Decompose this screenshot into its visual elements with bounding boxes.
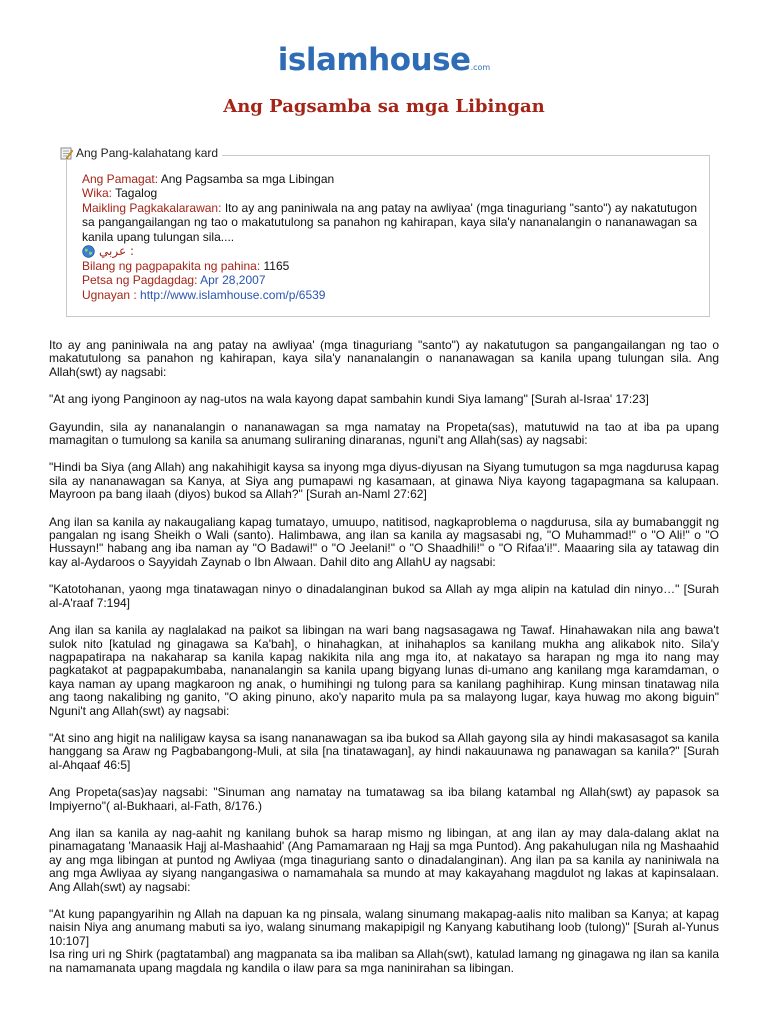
paragraph: Gayundin, sila ay nananalangin o nananawagan sa mga namatay na Propeta(sas), matutuwid na tao at iba pa upang mamagitan o tumulong sa kanila sa anumang suliraning dinaranas, nguni't ang Allah(sas) ay nagsabi: xyxy=(49,419,719,448)
card-language-row xyxy=(82,186,697,200)
card-arabic-link[interactable]: عربي : xyxy=(99,244,134,259)
paragraph: "Katotohanan, yaong mga tinatawagan ninyo o dinadalanginan bukod sa Allah ay mga alipin na katulad din ninyo…" [Surah al-A'raaf 7:194] xyxy=(49,582,719,610)
logo-suffix: .com xyxy=(470,63,491,72)
card-arabic-row[interactable] xyxy=(82,244,697,259)
paragraph: "At sino ang higit na naliligaw kaysa sa isang nananawagan sa iba bukod sa Allah gayong sila ay hindi makasasagot sa kanila hanggang sa Araw ng Pagbabangong-Muli, at sila [na tinatawagan], ay hindi nakauunawa ng panawagan sa kanila?" [Surah al-Ahqaaf 46:5] xyxy=(49,730,719,772)
card-summary-value: Ito ay ang paniniwala na ang patay na awliyaa' (mga tinaguriang "santo") ay nakatutugon sa pangangailangan ng tao o makatutulong sa panahon ng kahirapan, kaya sila'y nananalangin o nananawagan sa kanila upang tulungan sila.... xyxy=(82,200,697,244)
paragraph: "At ang iyong Panginoon ay nag-utos na wala kayong dapat sambahin kundi Siya lamang" [Surah al-Israa' 17:23] xyxy=(49,392,649,407)
paragraph: "At kung papangyarihin ng Allah na dapuan ka ng pinsala, walang sinumang makapag-aalis nito maliban sa Kanya; at kapag naisin Niya ang anumang mabuti sa iyo, walang sinumang makapipigil ng Kanyang kabutihang loob (tulong)" [Surah al-Yunus 10:107] xyxy=(49,907,719,948)
card-views-row xyxy=(82,259,697,273)
card-legend xyxy=(58,146,222,160)
card-views-label: Bilang ng pagpapakita ng pahina: xyxy=(82,259,261,274)
card-link-label: Ugnayan : xyxy=(82,287,137,302)
card-title-row xyxy=(82,172,697,186)
card-views-value: 1165 xyxy=(263,259,290,274)
card-title-label: Ang Pamagat: xyxy=(82,172,159,186)
card-link-row xyxy=(82,288,697,302)
card-legend-label: Ang Pang-kalahatang kard xyxy=(76,146,219,160)
card-date-value: Apr 28,2007 xyxy=(200,273,266,288)
paragraph: "Hindi ba Siya (ang Allah) ang nakahihigit kaysa sa inyong mga diyus-diyusan na Siyang tumutugon sa mga nagdurusa kapag sila ay nananawagan sa Kanya, at Siya ang pumapawi ng kasamaan, at ginawa Niya kayong tagapagmana sa kalupaan. Mayroon pa bang ilaah (diyos) bukod sa Allah?" [Surah an-Naml 27:62] xyxy=(49,460,719,502)
paragraph: Ito ay ang paniniwala na ang patay na awliyaa' (mga tinaguriang "santo") ay nakatutugon sa pangangailangan ng tao o makatutulong sa panahon ng kahirapan, kaya sila'y nananalangin o nananawagan sa kanila upang tulungan sila. Ang Allah(swt) ay nagsabi: xyxy=(49,338,719,379)
article-body xyxy=(49,339,719,989)
card-link-url[interactable]: http://www.islamhouse.com/p/6539 xyxy=(140,287,326,302)
card-date-label: Petsa ng Pagdagdag: xyxy=(82,273,198,288)
card-body xyxy=(82,172,697,302)
card-title-value: Ang Pagsamba sa mga Libingan xyxy=(160,172,335,186)
card-summary-label: Maikling Pagkakalarawan: xyxy=(82,200,222,215)
paragraph: Ang ilan sa kanila ay nakaugaliang kapag tumatayo, umuupo, natitisod, nagkaproblema o nagdurusa, sila ay bumabanggit ng pangalan ng isang Sheikh o Wali (santo). Halimbawa, ang ilan sa kanila ay magsasabi ng, "O Muhammad!" o "O Ali!" o "O Hussayn!" habang ang iba naman ay "O Badawi!" o "O Jeelani!" o "O Shaadhili!" o "O Rifaa'i!". Maaaring sila ay tatawag din kay al-Aydaroos o Sayyidah Zaynab o Ibn Alwaan. Dahil dito ang AllahU ay nagsabi: xyxy=(49,514,719,569)
edit-note-icon xyxy=(60,147,73,160)
paragraph: Ang Propeta(sas)ay nagsabi: "Sinuman ang namatay na tumatawag sa iba bilang katambal ng Allah(swt) ay papasok sa Impiyerno"( al-Bukhaari, al-Fath, 8/176.) xyxy=(49,785,719,813)
paragraph: Ang ilan sa kanila ay naglalakad na paikot sa libingan na wari bang nagsasagawa ng Tawaf. Hinahawakan nila ang bawa't sulok nito [katulad ng ginagawa sa Ka'bah], o hinahagkan, at inihahaplos sa kanilang mukha ang alikabok nito. Sila'y nagpapatirapa na nakaharap sa kanila kapag nakikita nila ang mga ito, at nakatayo sa harapan ng mga ito nang may pagkatakot at pagpapakumbaba, nananalangin sa kanila upang bigyang lunas di-umano ang kanilang mga karamdaman, o kaya naman ay upang magkaroon ng anak, o humihingi ng tulong para sa kanilang paghihirap. Kung minsan tinatawag nila ang taong nakalibing ng ganito, "O aking pinuno, ako'y naparito mula pa sa malayong lugar, kaya huwag mo akong biguin" Nguni't ang Allah(swt) ay nagsabi: xyxy=(49,623,719,718)
site-logo[interactable] xyxy=(0,42,768,78)
card-date-row xyxy=(82,273,697,287)
paragraph: Ang ilan sa kanila ay nag-aahit ng kanilang buhok sa harap mismo ng libingan, at ang ilan ay may dala-dalang aklat na pinamagatang 'Manaasik Hajj al-Mashaahid' (Ang Pamamaraan ng Hajj sa mga Puntod). Ang pakahulugan nila ng Mashaahid ay ang mga libingan at puntod ng Awliyaa (mga tinaguriang santo o dinadalanginan). Ang ilan pa sa kanila ay naniniwala na ang mga Awliyaa ay siyang nangangasiwa o namamahala sa mundo at may kakayahang magdulot ng lakas at kapinsalaan. Ang Allah(swt) ay nagsabi: xyxy=(49,825,719,894)
card-language-value: Tagalog xyxy=(115,186,158,201)
logo-text: islamhouse xyxy=(277,42,471,78)
globe-icon xyxy=(82,245,95,258)
paragraph: Isa ring uri ng Shirk (pagtatambal) ang magpanata sa iba maliban sa Allah(swt), katulad lamang ng ginagawa ng ilan sa kanila na namamanata upang magdala ng kandila o ilaw para sa mga naninirahan sa libingan. xyxy=(49,947,719,975)
card-language-label: Wika: xyxy=(82,186,112,201)
card-summary-row xyxy=(82,201,697,244)
page-title: Ang Pagsamba sa mga Libingan xyxy=(223,96,545,117)
